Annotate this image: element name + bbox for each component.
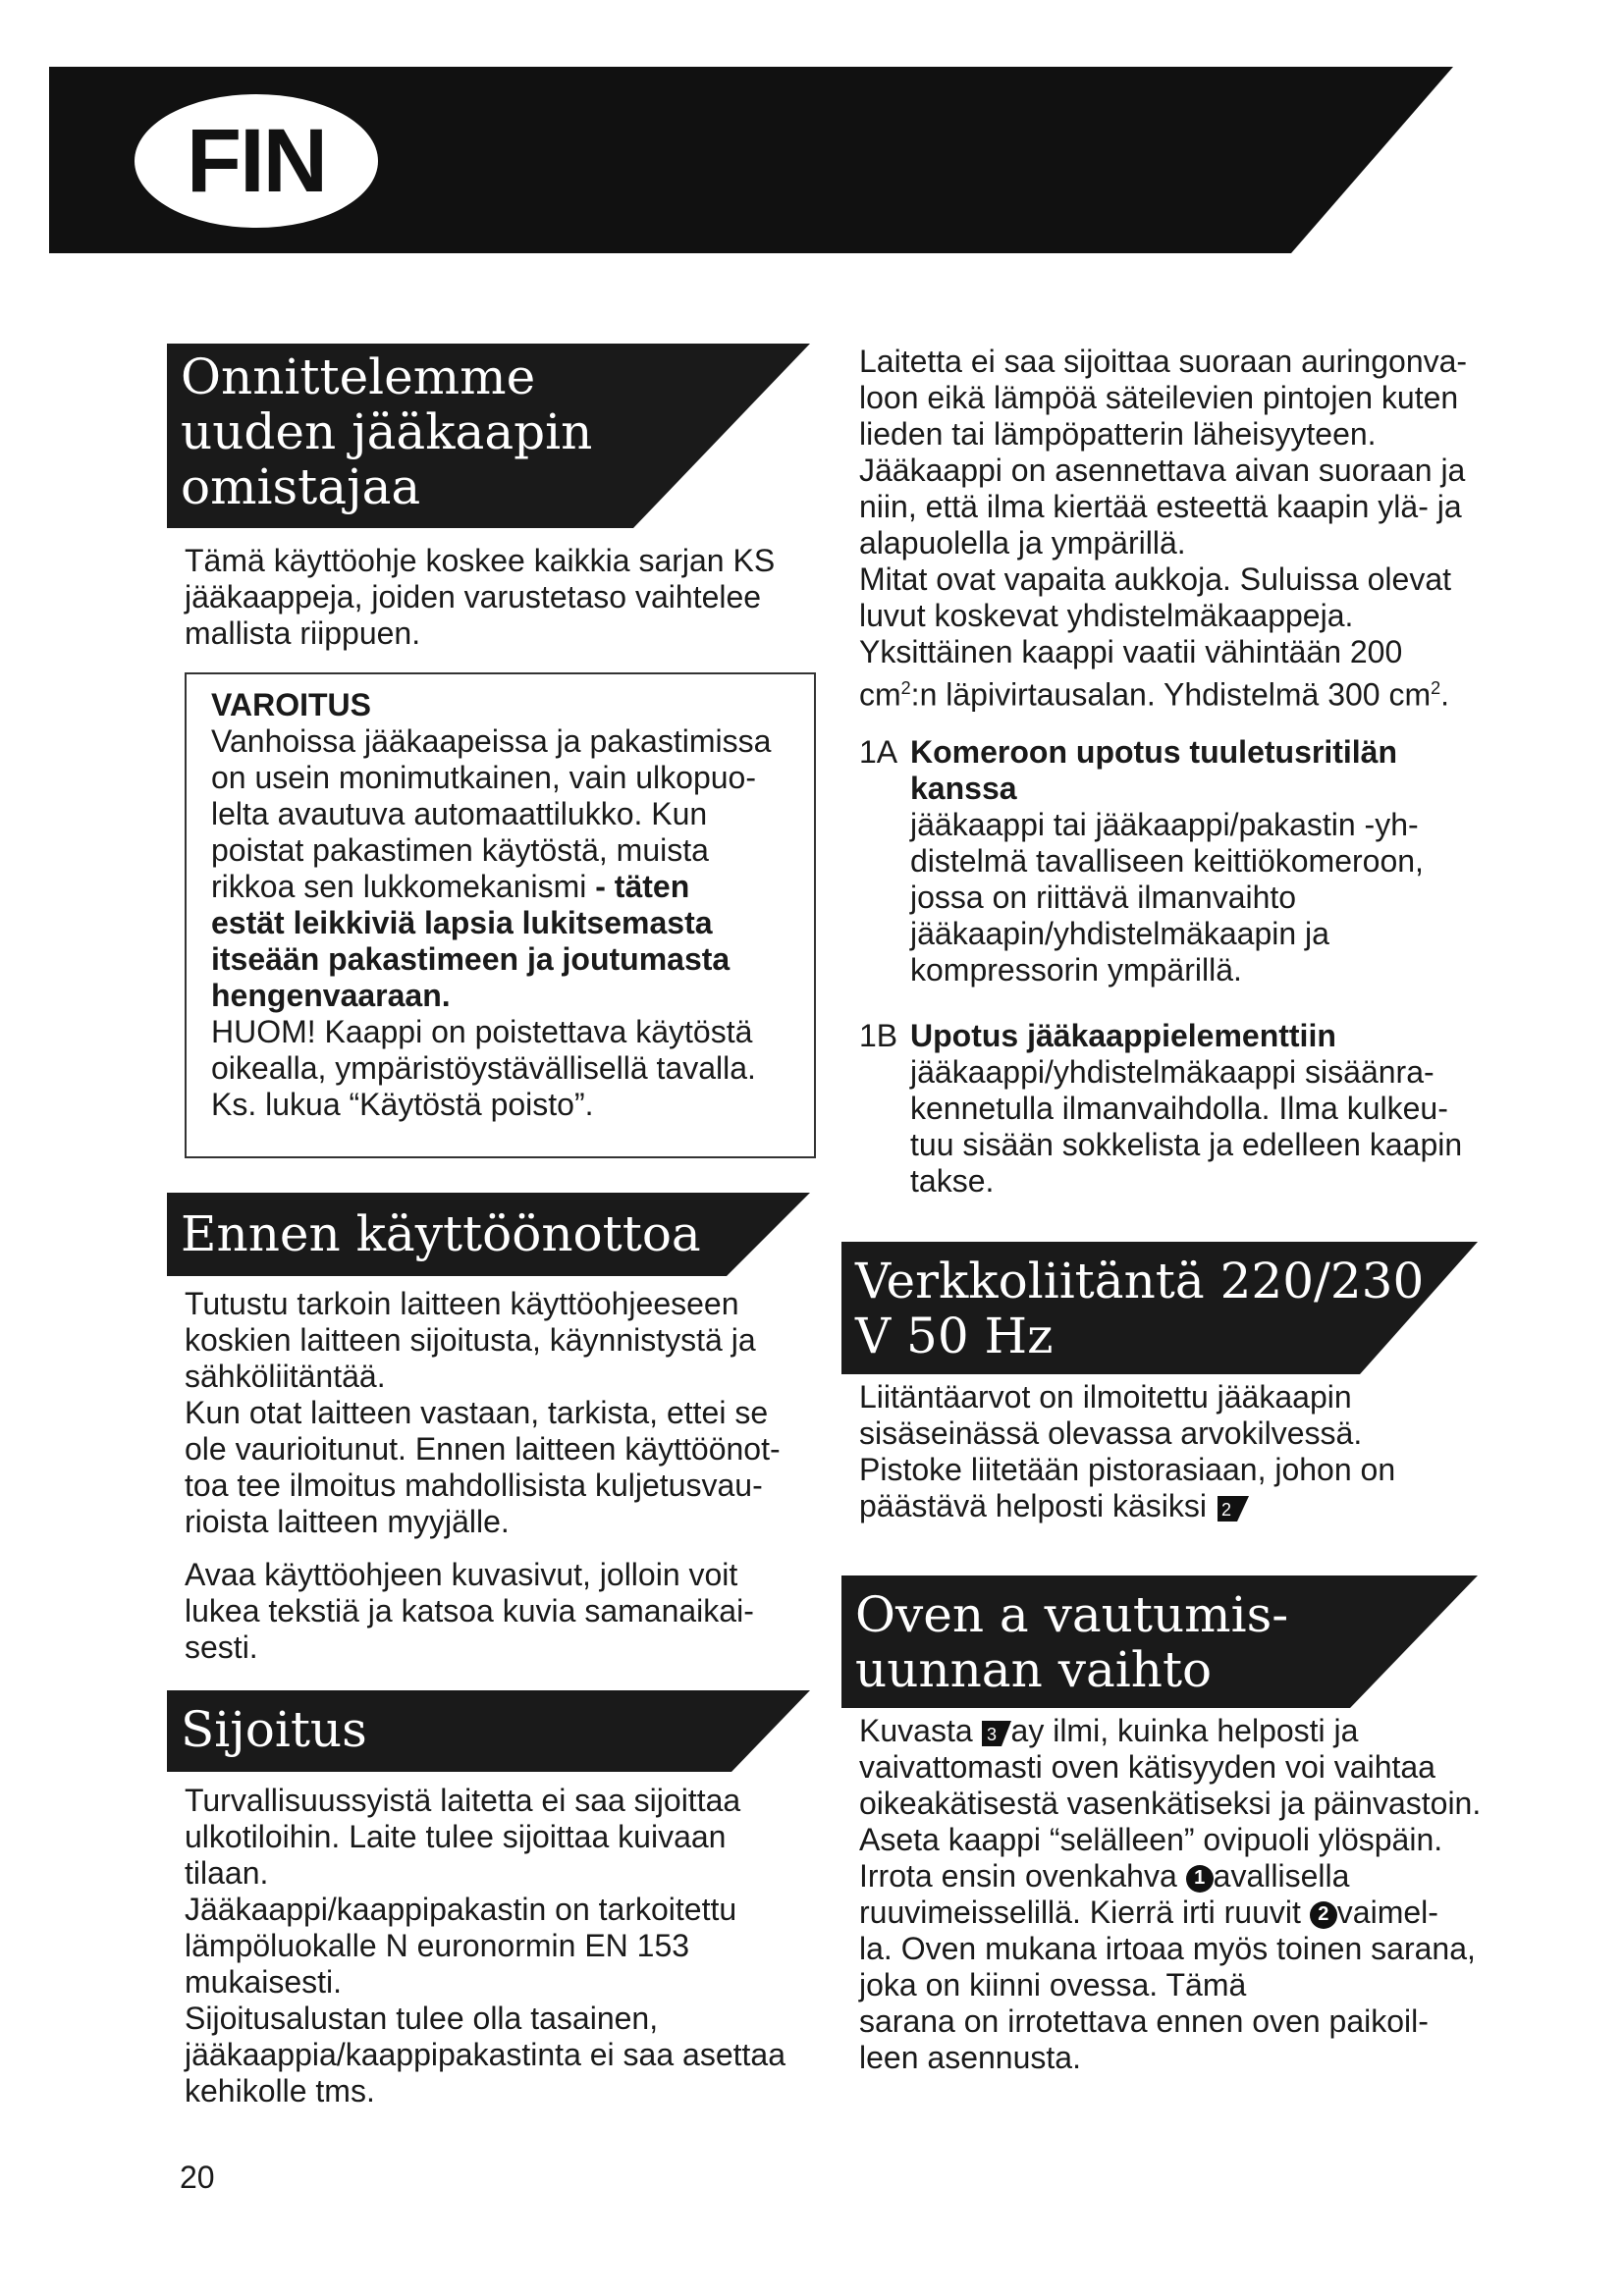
language-code: FIN — [186, 110, 327, 211]
power-text: Liitäntäarvot on ilmoitettu jääkaapin sisäseinässä olevassa arvokilvessä. Pistoke liitetään pistorasiaan, johon on päästävä helposti käsiksi — [859, 1379, 1396, 1523]
heading-congratulations — [167, 344, 810, 528]
step-marker-2: 2 — [1310, 1901, 1337, 1929]
door-reversal-text-2 — [859, 1822, 1546, 2076]
area-unit: cm — [859, 676, 901, 713]
heading-power-connection — [841, 1242, 1478, 1374]
svg-text:3: 3 — [986, 1724, 997, 1744]
warning-note: HUOM! Kaappi on poistettava käytöstä oikealla, ympäristöystävällisellä tavalla. Ks. lukua “Käytöstä poisto”. — [211, 1014, 756, 1122]
installation-item-1b — [859, 1018, 1546, 1204]
figure-reference-icon — [982, 1719, 1011, 1748]
door-text-part-b: avallisella ruuvimeisselillä. Kierrä irti ruuvit — [859, 1858, 1350, 1930]
heading-door-reversal-text: Oven a vautumis- uunnan vaihto — [855, 1586, 1289, 1698]
door-text-part-c: vaimel- la. Oven mukana irtoaa myös toinen sarana, joka on kiinni ovessa. Tämä sarana on irrotettava ennen oven paikoil- leen asennusta. — [859, 1895, 1476, 2075]
area-superscript-2: 2 — [1431, 678, 1441, 698]
intro-text: Tämä käyttöohje koskee kaikkia sarjan KS jääkaappeja, joiden varustetaso vaihtelee mallista riippuen. — [185, 543, 776, 651]
heading-placement-text: Sijoitus — [181, 1701, 367, 1758]
heading-before-use-text: Ennen käyttöönottoa — [181, 1205, 701, 1262]
area-superscript-1: 2 — [900, 678, 911, 698]
placement-continued-text: Laitetta ei saa sijoittaa suoraan auringonva- loon eikä lämpöä säteilevien pintojen kuten lieden tai lämpöpatterin läheisyyteen. Jääkaappi on asennettava aivan suoraan ja niin, että ilma kiertää esteettä kaapin ylä- ja alapuolella ja ympärillä. Mitat ovat vapaita aukkoja. Suluissa olevat luvut koskevat yhdistelmäkaappeja. Yksittäinen kaappi vaatii vähintään 200 — [859, 344, 1468, 669]
before-use-text-1: Tutustu tarkoin laitteen käyttöohjeeseen koskien laitteen sijoitusta, käynnistystä ja sähköliitäntää. Kun otat laitteen vastaan, tarkista, ettei se ole vaurioitunut. Ennen laitteen käyttöönot- toa tee ilmoitus mahdollisista kuljetusvau- rioista laitteen myyjälle. — [185, 1286, 781, 1539]
page-number: 20 — [180, 2160, 215, 2195]
heading-congratulations-text: Onnittelemme uuden jääkaapin omistajaa — [181, 348, 593, 515]
item-number: 1B — [859, 1018, 898, 1053]
heading-door-reversal — [841, 1575, 1478, 1708]
installation-item-1a — [859, 734, 1546, 999]
step-marker-1: 1 — [1186, 1865, 1214, 1893]
warning-title: VAROITUS — [211, 687, 371, 722]
before-use-text-2: Avaa käyttöohjeen kuvasivut, jolloin voit lukea tekstiä ja katsoa kuvia samanaikai- sesti. — [185, 1557, 754, 1665]
area-period: . — [1440, 676, 1450, 713]
warning-text-start: Vanhoissa jääkaapeissa ja pakastimissa on usein monimutkainen, vain ulkopuo- lelta avautuva automaattilukko. Kun poistat pakastimen käytöstä, muista rikkoa sen lukkomekanismi — [211, 723, 772, 904]
figure-reference-icon — [1216, 1494, 1251, 1523]
power-connection-text — [859, 1379, 1546, 1524]
warning-text — [211, 723, 810, 1014]
item-text: jääkaappi tai jääkaappi/pakastin -yh- distelmä tavalliseen keittiökomeroon, jossa on riittävä ilmanvaihto jääkaapin/yhdistelmäkaapin ja kompressorin ympärillä. — [910, 807, 1424, 988]
heading-power-connection-text: Verkkoliitäntä 220/230 V 50 Hz — [855, 1253, 1425, 1364]
ventilation-area-text — [859, 670, 1546, 714]
warning-text-bold: - täten estät leikkiviä lapsia lukitsemasta itseään pakastimeen ja joutumasta hengenvaaraan. — [211, 869, 731, 1013]
door-text-part-a: Aseta kaappi “selälleen” ovipuoli ylöspäin. Irrota ensin ovenkahva — [859, 1822, 1443, 1894]
item-title: Upotus jääkaappielementtiin — [910, 1018, 1336, 1053]
heading-placement — [167, 1690, 810, 1772]
heading-before-use — [167, 1193, 810, 1276]
item-number: 1A — [859, 734, 898, 770]
item-title: Komeroon upotus tuuletusritilän kanssa — [910, 734, 1397, 806]
door-text-part-a: Kuvasta — [859, 1713, 973, 1748]
placement-text: Turvallisuussyistä laitetta ei saa sijoittaa ulkotiloihin. Laite tulee sijoittaa kuivaan tilaan. Jääkaappi/kaappipakastin on tarkoitettu lämpöluokalle N euronormin EN 153 mukaisesti. Sijoitusalustan tulee olla tasainen, jääkaappia/kaappipakastinta ei saa asettaa kehikolle tms. — [185, 1783, 785, 2109]
door-text-part-b: ay ilmi, kuinka helposti ja vaivattomasti oven kätisyyden voi vaihtaa oikeakätisestä vasenkätiseksi ja päinvastoin. — [859, 1713, 1482, 1821]
door-reversal-text-1 — [859, 1713, 1546, 1822]
svg-text:2: 2 — [1220, 1499, 1231, 1520]
item-text: jääkaappi/yhdistelmäkaappi sisäänra- kennetulla ilmanvaihdolla. Ilma kulkeu- tuu sisään sokkelista ja edelleen kaapin takse. — [910, 1054, 1463, 1199]
area-combined-text: :n läpivirtausalan. Yhdistelmä 300 cm — [910, 676, 1432, 713]
